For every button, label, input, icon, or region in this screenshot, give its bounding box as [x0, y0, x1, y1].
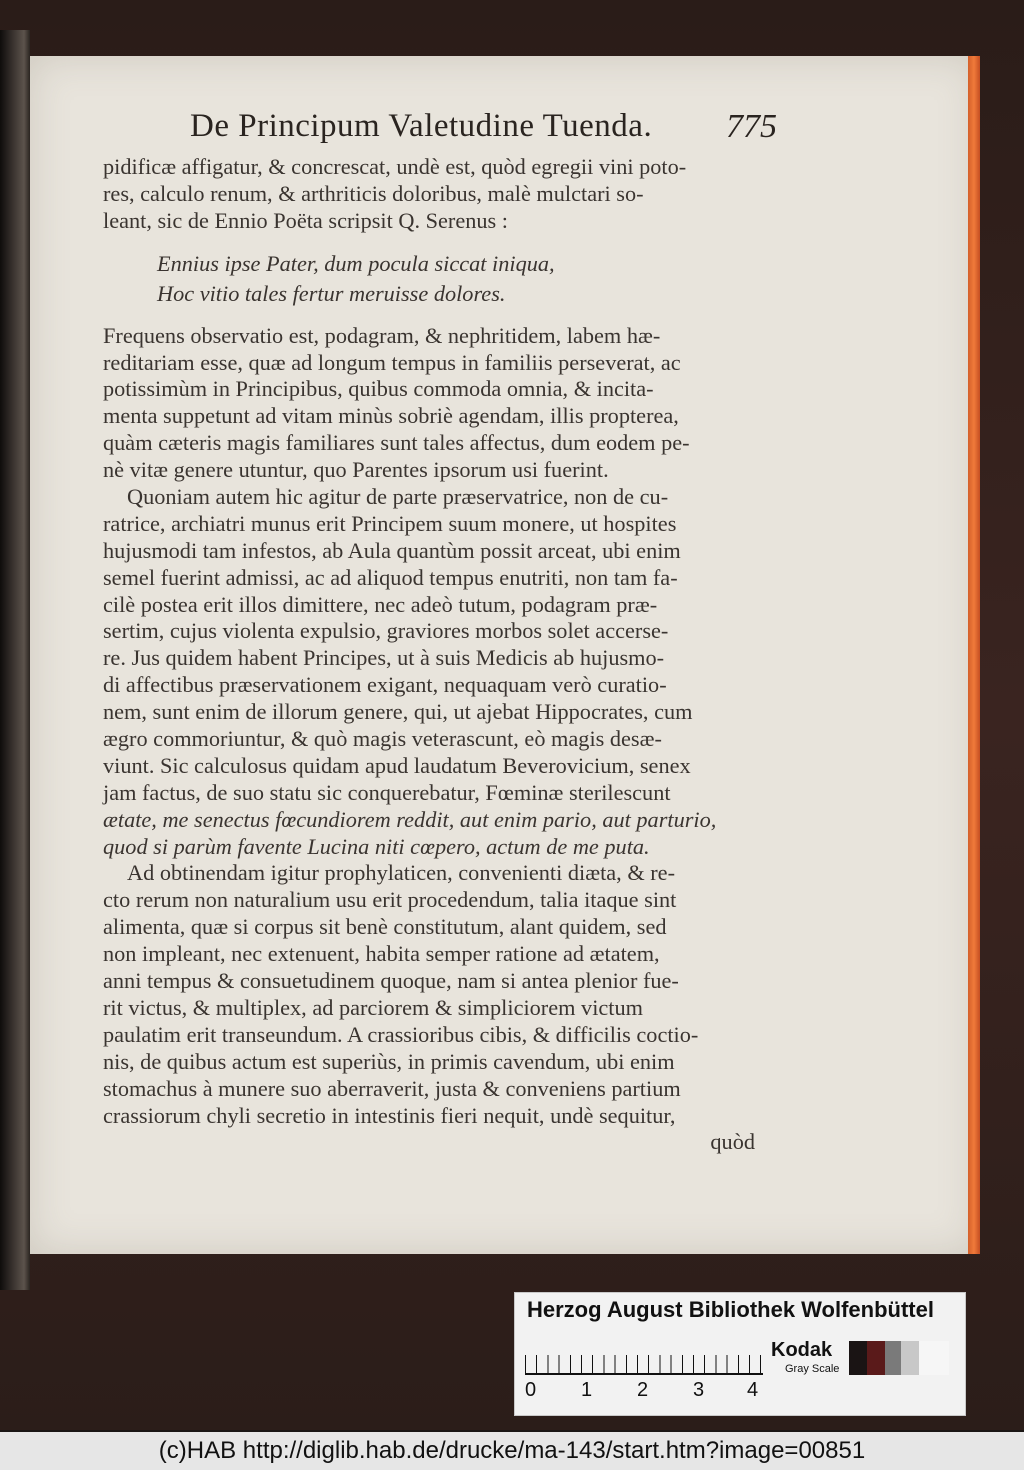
text-line: nis, de quibus actum est superiùs, in primis cavendum, ubi enim — [103, 1048, 675, 1074]
paragraph — [103, 484, 763, 860]
text-line: sertim, cujus violenta expulsio, graviores morbos solet accerse- — [103, 618, 669, 644]
text-line: viunt. Sic calculosus quidam apud laudatum Beverovicium, senex — [103, 752, 691, 778]
text-line: Quoniam autem hic agitur de parte præservatrice, non de cu- — [127, 484, 669, 510]
ruler-number: 4 — [747, 1379, 759, 1401]
verse-line: Hoc vitio tales fertur meruisse dolores. — [157, 280, 506, 306]
kodak-logo: Kodak — [771, 1339, 833, 1361]
text-line: quod si parùm favente Lucina niti cœpero, actum de me puta. — [103, 833, 650, 859]
text-line: anni tempus & consuetudinem quoque, nam si antea plenior fue- — [103, 968, 679, 994]
text-line: alimenta, quæ si corpus sit benè constitutum, alant quidem, sed — [103, 914, 667, 940]
page-number: 775 — [726, 108, 777, 145]
grayscale-label: Gray Scale — [785, 1363, 840, 1375]
text-line: res, calculo renum, & arthriticis doloribus, malè mulctari so- — [103, 180, 644, 206]
text-line: re. Jus quidem habent Principes, ut à suis Medicis ab hujusmo- — [103, 645, 665, 671]
text-line: paulatim erit transeundum. A crassioribus cibis, & difficilis coctio- — [103, 1021, 699, 1047]
library-name: Herzog August Bibliothek Wolfenbüttel — [527, 1297, 934, 1322]
copyright-footer: (c)HAB http://diglib.hab.de/drucke/ma-143/start.htm?image=00851 — [0, 1432, 1024, 1470]
text-line: hujusmodi tam infestos, ab Aula quantùm possit arceat, ubi enim — [103, 537, 681, 563]
text-line: rit victus, & multiplex, ad parciorem & simpliciorem victum — [103, 994, 643, 1020]
ruler-number: 0 — [525, 1379, 537, 1401]
page-fore-edge — [968, 56, 980, 1254]
text-line: leant, sic de Ennio Poëta scripsit Q. Serenus : — [103, 207, 508, 233]
text-line: cto rerum non naturalium usu erit procedendum, talia itaque sint — [103, 887, 677, 913]
paragraph-continuation — [103, 154, 763, 235]
paragraph — [103, 860, 763, 1129]
gray-patch — [919, 1341, 949, 1375]
text-line: jam factus, de suo statu sic conquerebatur, Fœminæ sterilescunt — [103, 779, 671, 805]
ruler-number: 1 — [581, 1379, 593, 1401]
text-line: stomachus à munere suo aberraverit, justa & conveniens partium — [103, 1075, 681, 1101]
running-head: De Principum Valetudine Tuenda. — [190, 108, 653, 144]
paragraph — [103, 323, 763, 484]
ruler-scale — [525, 1343, 763, 1375]
text-line: potissimùm in Principibus, quibus commoda omnia, & incita- — [103, 376, 654, 402]
text-line: nem, sunt enim de illorum genere, qui, ut ajebat Hippocrates, cum — [103, 699, 693, 725]
text-line: di affectibus præservationem exigant, nequaquam verò curatio- — [103, 672, 667, 698]
page-body — [103, 154, 763, 1156]
text-line: menta suppetunt ad vitam minùs sobriè agendam, illis propterea, — [103, 403, 679, 429]
text-line: ætate, me senectus fœcundiorem reddit, aut enim pario, aut parturio, — [103, 806, 717, 832]
catchword: quòd — [710, 1129, 755, 1155]
verse-line: Ennius ipse Pater, dum pocula siccat iniqua, — [157, 250, 555, 276]
text-line: semel fuerint admissi, ac ad aliquod tempus enutriti, non tam fa- — [103, 564, 678, 590]
text-line: Ad obtinendam igitur prophylaticen, convenienti diæta, & re- — [127, 860, 675, 886]
text-line: cilè postea erit illos dimittere, nec adeò tutum, podagram præ- — [103, 591, 658, 617]
text-line: quàm cæteris magis familiares sunt tales affectus, dum eodem pe- — [103, 430, 690, 456]
text-line: non impleant, nec extenuent, habita semper ratione ad ætatem, — [103, 941, 660, 967]
text-line: ægro commoriuntur, & quò magis veterascunt, eò magis desæ- — [103, 726, 662, 752]
text-line: pidificæ affigatur, & concrescat, undè est, quòd egregii vini poto- — [103, 154, 687, 179]
verse-quotation — [103, 249, 763, 309]
ruler-number: 2 — [637, 1379, 649, 1401]
text-line: nè vitæ genere utuntur, quo Parentes ipsorum usi fuerint. — [103, 457, 609, 483]
ruler-number: 3 — [693, 1379, 705, 1401]
color-calibration-bar — [514, 1292, 966, 1416]
text-line: ratrice, archiatri munus erit Principem suum monere, ut hospites — [103, 510, 677, 536]
text-line: crassiorum chyli secretio in intestinis fieri nequit, undè sequitur, — [103, 1102, 676, 1128]
text-line: Frequens observatio est, podagram, & nephritidem, labem hæ- — [103, 322, 661, 348]
book-spine-edge — [0, 30, 30, 1290]
text-line: reditariam esse, quæ ad longum tempus in familiis perseverat, ac — [103, 349, 681, 375]
